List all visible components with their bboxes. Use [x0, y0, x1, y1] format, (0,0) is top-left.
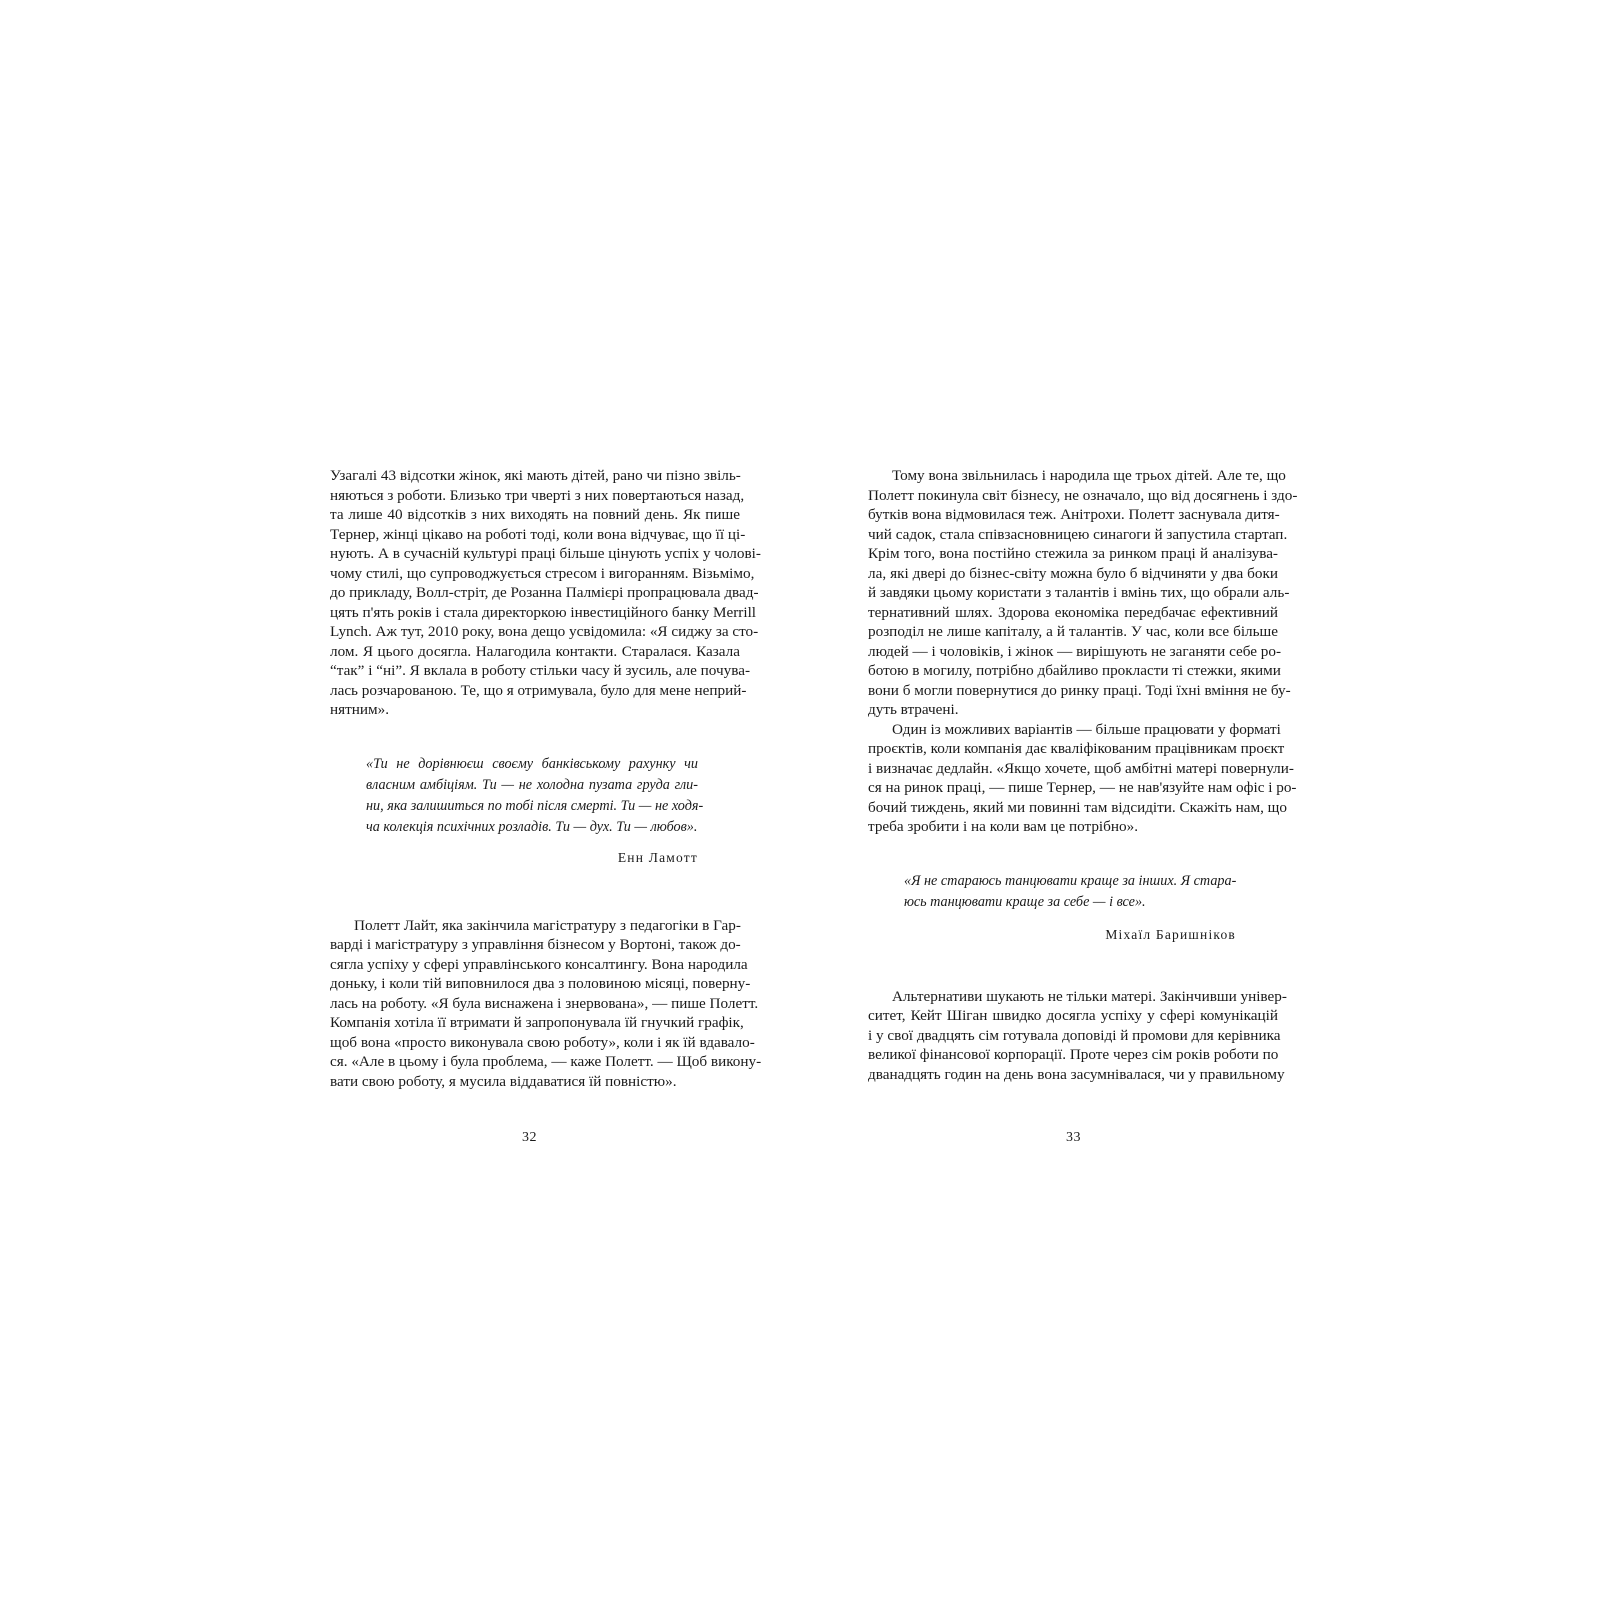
text-line: ся. «Але в цьому і була проблема, — каже Полетт. — Щоб викону- — [330, 1053, 762, 1070]
text-line: Один із можливих варіантів — більше працювати у форматі — [892, 720, 1281, 738]
text-line: ботою в могилу, потрібно дбайливо прокласти ті стежки, якими — [868, 662, 1281, 679]
quote-line: «Ти не дорівнюєш своєму банківському рахунку чи — [366, 755, 698, 772]
text-line: тернативний шлях. Здорова економіка передбачає ефективний — [868, 603, 1278, 621]
right-paragraph-1 — [868, 466, 1298, 720]
text-line: та лише 40 відсотків з них виходять на повний день. Як пише — [330, 506, 740, 523]
text-line: проєктів, коли компанія дає кваліфікованим працівникам проєкт — [868, 740, 1285, 757]
text-line: бочий тиждень, який ми повинні там відсидіти. Скажіть нам, що — [868, 798, 1287, 816]
left-epigraph-quote — [366, 754, 704, 838]
left-paragraph-2 — [330, 916, 762, 1092]
quote-line: ча колекція психічних розладів. Ти — дух. Ти — любов». — [366, 818, 698, 835]
text-line: няються з роботи. Близько три чверті з них повертаються назад, — [330, 486, 745, 504]
text-line: Альтернативи шукають не тільки матері. Закінчивши універ- — [892, 987, 1287, 1005]
text-line: до прикладу, Волл-стріт, де Розанна Палмієрі пропрацювала двад- — [330, 584, 759, 601]
text-line: і визначає дедлайн. «Якщо хочете, щоб амбітні матері повернули- — [868, 759, 1294, 777]
text-line: бутків вона відмовилася теж. Анітрохи. Полетт заснувала дитя- — [868, 506, 1280, 523]
quote-line: «Я не стараюсь танцювати краще за інших. Я старa- — [904, 872, 1237, 889]
text-line: доньку, і коли тій виповнилося два з половиною місяці, поверну- — [330, 975, 751, 992]
text-line: щоб вона «просто виконувала свою роботу», коли і як їй вдавало- — [330, 1033, 755, 1051]
text-line: ся на ринок праці, — пише Тернер, — не нав'язуйте нам офіс і ро- — [868, 779, 1297, 796]
text-line: сягла успіху у сфері управлінського консалтингу. Вона народила — [330, 955, 748, 973]
text-line: Тернер, жінці цікаво на роботі тоді, коли вона відчуває, що її ці- — [330, 525, 746, 543]
text-line: розподіл не лише капіталу, а й талантів. У час, коли все більше — [868, 623, 1278, 640]
text-line: і у свої двадцять сім готувала доповіді й промови для керівника — [868, 1026, 1281, 1044]
text-line: треба зробити і на коли вам це потрібно». — [868, 818, 1138, 835]
text-line: лом. Я цього досягла. Налагодила контакти. Старалася. Казала — [330, 642, 740, 660]
text-line: ла, які двері до бізнес-світу можна було б відчиняти у два боки — [868, 564, 1278, 582]
text-line: й завдяки цьому користати з талантів і вмінь тих, що обрали аль- — [868, 584, 1290, 601]
text-line: варді і магістратуру з управління бізнесом у Вортоні, також до- — [330, 936, 741, 953]
quote-line: юсь танцювати краще за себе — і все». — [904, 893, 1146, 910]
text-line: лась на роботу. «Я була виснажена і знервована», — пише Полетт. — [330, 994, 759, 1012]
text-line: великої фінансової корпорації. Проте через сім років роботи по — [868, 1046, 1279, 1063]
page-number-left: 32 — [522, 1130, 537, 1145]
text-line: лась розчарованою. Те, що я отримувала, було для мене неприй- — [330, 681, 747, 699]
right-paragraph-3 — [868, 987, 1287, 1085]
text-line: Крім того, вона постійно стежила за ринком праці й аналізува- — [868, 545, 1278, 562]
text-line: нують. А в сучасній культурі праці більше цінують успіх у чолові- — [330, 545, 761, 562]
quote-author: Міхаїл Баришніков — [1105, 926, 1236, 942]
text-line: дуть втрачені. — [868, 701, 959, 718]
text-line: вати свою роботу, я мусила віддаватися їй повністю». — [330, 1072, 677, 1090]
text-line: чий садок, стала співзасновницею синагоги й запустила стартап. — [868, 525, 1288, 543]
text-line: Компанія хотіла її втримати й запропонувала їй гнучкий графік, — [330, 1014, 744, 1031]
quote-line: ни, яка залишиться по тобі після смерті. Ти — не ходя- — [366, 797, 704, 814]
text-line: нятним». — [330, 701, 390, 718]
left-paragraph-1 — [330, 466, 761, 720]
right-page — [868, 466, 1298, 1084]
left-page — [330, 466, 762, 1091]
quote-line: власним амбіціям. Ти — не холодна пузата груда гли- — [366, 776, 698, 793]
text-line: дванадцять годин на день вона засумнівалася, чи у правильному — [868, 1065, 1285, 1083]
text-line: Полетт Лайт, яка закінчила магістратуру з педагогіки в Гар- — [354, 916, 741, 934]
text-line: Lynch. Аж тут, 2010 року, вона дещо усвідомила: «Я сиджу за сто- — [330, 623, 759, 640]
text-line: Узагалі 43 відсотки жінок, які мають дітей, рано чи пізно звіль- — [330, 467, 741, 484]
text-line: “так” і “ні”. Я вклала в роботу стільки часу й зусиль, але почува- — [330, 662, 751, 679]
text-line: людей — і чоловіків, і жінок — вирішують не заганяти себе ро- — [868, 642, 1282, 660]
right-epigraph-quote — [904, 871, 1236, 913]
text-line: ситет, Кейт Шіган швидко досягла успіху у сфері комунікацій — [868, 1007, 1278, 1024]
quote-author: Енн Ламотт — [617, 849, 698, 865]
text-line: вони б могли повернутися до ринку праці. Тоді їхні вміння не бу- — [868, 681, 1291, 699]
right-paragraph-2 — [868, 720, 1297, 837]
text-line: чому стилі, що супроводжується стресом і вигоранням. Візьмімо, — [330, 564, 755, 582]
text-line: Тому вона звільнилась і народила ще трьох дітей. Але те, що — [892, 467, 1286, 484]
text-line: Полетт покинула світ бізнесу, не означало, що від досягнень і здо- — [868, 486, 1298, 504]
page-number-right: 33 — [1066, 1130, 1081, 1145]
text-line: цять п'ять років і стала директоркою інвестиційного банку Merrill — [330, 603, 757, 621]
